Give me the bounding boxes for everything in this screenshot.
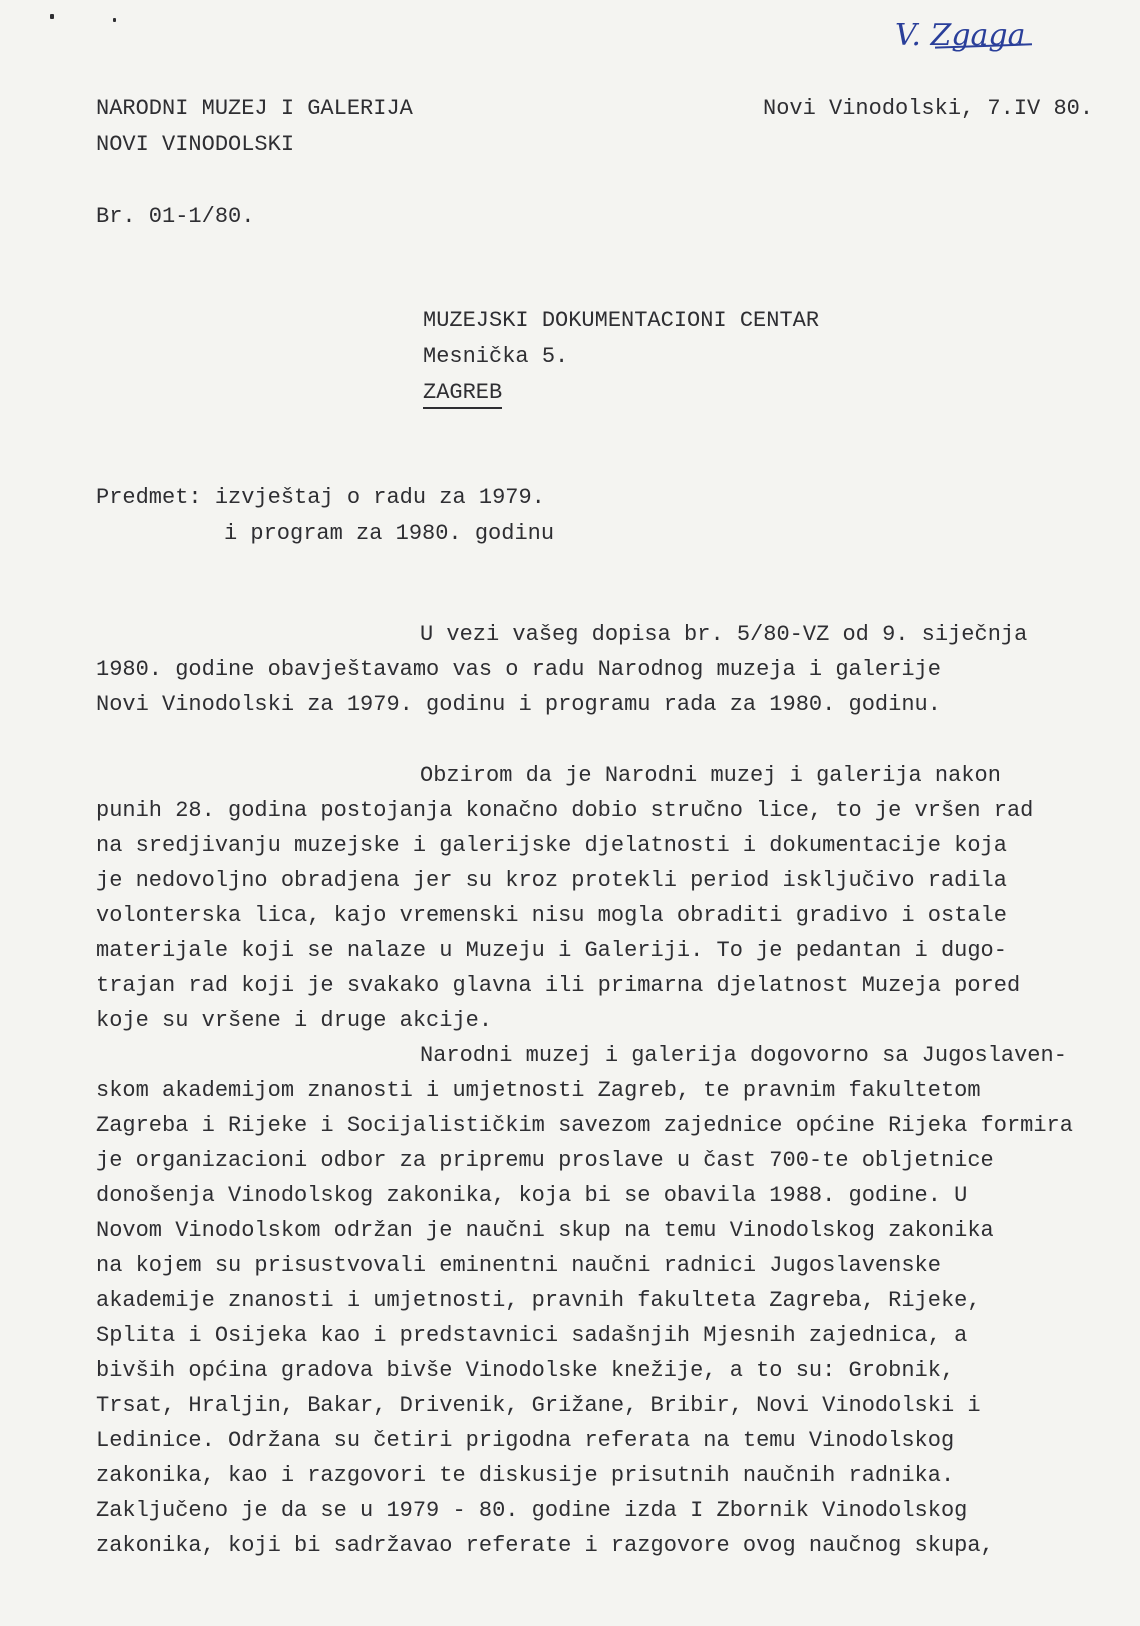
recipient-city bbox=[423, 379, 502, 407]
body-line: Splita i Osijeka kao i predstavnici sadašnjih Mjesnih zajednica, a bbox=[96, 1323, 968, 1348]
sender-name: NARODNI MUZEJ I GALERIJA bbox=[96, 96, 413, 121]
body-line: Ledinice. Održana su četiri prigodna referata na temu Vinodolskog bbox=[96, 1428, 955, 1453]
body-line: Obzirom da je Narodni muzej i galerija nakon bbox=[420, 763, 1001, 788]
body-line: donošenja Vinodolskog zakonika, koja bi se obavila 1988. godine. U bbox=[96, 1183, 968, 1208]
body-line: je organizacioni odbor za pripremu proslave u čast 700-te obljetnice bbox=[96, 1148, 994, 1173]
subject-line-1: Predmet: izvještaj o radu za 1979. bbox=[96, 485, 545, 510]
body-line: Zagreba i Rijeke i Socijalističkim savezom zajednice općine Rijeka formira bbox=[96, 1113, 1073, 1138]
body-line: U vezi vašeg dopisa br. 5/80-VZ od 9. siječnja bbox=[420, 622, 1028, 647]
body-line: Novi Vinodolski za 1979. godinu i programu rada za 1980. godinu. bbox=[96, 692, 941, 717]
body-line: 1980. godine obavještavamo vas o radu Narodnog muzeja i galerije bbox=[96, 657, 941, 682]
body-line: koje su vršene i druge akcije. bbox=[96, 1008, 493, 1033]
recipient-city-text: ZAGREB bbox=[423, 380, 502, 409]
sender-city: NOVI VINODOLSKI bbox=[96, 132, 295, 157]
body-line: Novom Vinodolskom održan je naučni skup na temu Vinodolskog zakonika bbox=[96, 1218, 994, 1243]
body-line: trajan rad koji je svakako glavna ili primarna djelatnost Muzeja pored bbox=[96, 973, 1021, 998]
body-line: Zaključeno je da se u 1979 - 80. godine izda I Zbornik Vinodolskog bbox=[96, 1498, 968, 1523]
body-line: zakonika, kao i razgovori te diskusije prisutnih naučnih radnika. bbox=[96, 1463, 955, 1488]
body-line: na sredjivanju muzejske i galerijske djelatnosti i dokumentacije koja bbox=[96, 833, 1007, 858]
reference-number: Br. 01-1/80. bbox=[96, 204, 255, 229]
recipient-name: MUZEJSKI DOKUMENTACIONI CENTAR bbox=[423, 308, 820, 333]
body-line: na kojem su prisustvovali eminentni naučni radnici Jugoslavenske bbox=[96, 1253, 941, 1278]
punch-mark bbox=[50, 14, 54, 19]
body-line: skom akademijom znanosti i umjetnosti Zagreb, te pravnim fakultetom bbox=[96, 1078, 981, 1103]
body-line: zakonika, koji bi sadržavao referate i razgovore ovog naučnog skupa, bbox=[96, 1533, 994, 1558]
body-line: volonterska lica, kajo vremenski nisu mogla obraditi gradivo i ostale bbox=[96, 903, 1007, 928]
subject-line-2: i program za 1980. godinu bbox=[224, 521, 555, 546]
body-line: je nedovoljno obradjena jer su kroz protekli period isključivo radila bbox=[96, 868, 1007, 893]
body-line: punih 28. godina postojanja konačno dobio stručno lice, to je vršen rad bbox=[96, 798, 1034, 823]
body-line: Narodni muzej i galerija dogovorno sa Jugoslaven- bbox=[420, 1043, 1067, 1068]
punch-mark bbox=[113, 18, 116, 22]
body-line: akademije znanosti i umjetnosti, pravnih fakulteta Zagreba, Rijeke, bbox=[96, 1288, 981, 1313]
handwritten-signature: V. Zgaga bbox=[895, 18, 1026, 53]
body-line: materijale koji se nalaze u Muzeju i Galeriji. To je pedantan i dugo- bbox=[96, 938, 1007, 963]
body-line: bivših općina gradova bivše Vinodolske knežije, a to su: Grobnik, bbox=[96, 1358, 955, 1383]
recipient-street: Mesnička 5. bbox=[423, 344, 569, 369]
place-date: Novi Vinodolski, 7.IV 80. bbox=[763, 96, 1094, 121]
body-line: Trsat, Hraljin, Bakar, Drivenik, Grižane, Bribir, Novi Vinodolski i bbox=[96, 1393, 981, 1418]
